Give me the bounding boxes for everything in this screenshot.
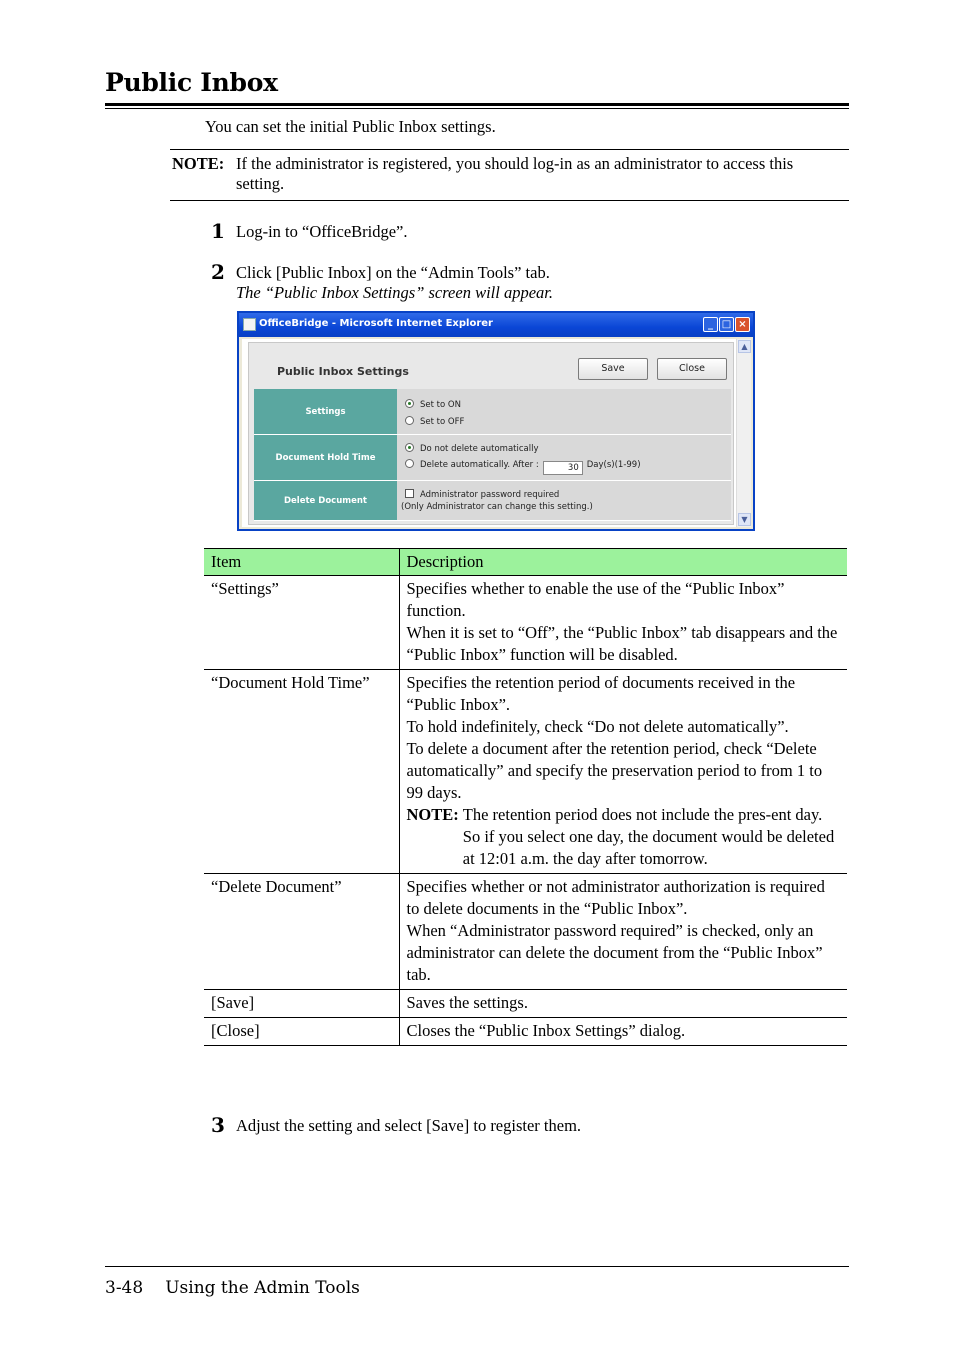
close-button[interactable]: Close [657,358,727,380]
note-divider-bottom [170,200,849,201]
window-content [242,339,736,527]
description-line: When it is set to “Off”, the “Public Inbox” tab disappears and the “Public Inbox” function will be disabled. [406,623,838,664]
maximize-icon[interactable]: □ [719,317,734,332]
checkbox-label: Administrator password required [420,490,560,500]
scroll-down-icon[interactable]: ▼ [738,513,751,526]
step-number: 2 [211,260,225,284]
note-label: NOTE: [172,154,225,173]
page-number: 3-48 [105,1278,144,1298]
delete-document-row [254,481,731,521]
table-header-row [204,549,847,576]
save-button[interactable]: Save [578,358,648,380]
panel-title: Public Inbox Settings [277,365,409,378]
intro-text: You can set the initial Public Inbox settings. [205,117,496,136]
description-cell [399,670,847,874]
option-label: Set to ON [420,400,461,410]
days-input[interactable]: 30 [543,461,583,475]
table-row [204,576,847,670]
note-divider-top [170,149,849,150]
note-text: If the administrator is registered, you should log-in as an administrator to access this setting. [236,154,794,193]
option-label: Set to OFF [420,417,465,427]
table-row [204,1018,847,1046]
description-line: To hold indefinitely, check “Do not delete automatically”. [406,717,789,736]
settings-panel [248,342,734,525]
radio-set-on[interactable] [405,399,461,410]
delete-document-label: Delete Document [254,481,397,520]
step-instruction: Click [Public Inbox] on the “Admin Tools” tab. [236,263,550,282]
settings-row [254,389,731,435]
item-cell: “Delete Document” [204,874,399,990]
table-row [204,874,847,990]
delete-document-value [397,481,731,520]
step-result: The “Public Inbox Settings” screen will appear. [236,283,553,302]
description-cell [399,990,847,1018]
description-line: To delete a document after the retention period, check “Delete automatically” and specify the preservation period to from 1 to 99 days. [406,739,823,802]
step-number: 1 [211,219,225,243]
description-line: When “Administrator password required” is checked, only an administrator can delete the document from the “Public Inbox” tab. [406,921,823,984]
description-line: Specifies the retention period of documents received in the “Public Inbox”. [406,673,796,714]
table-note [407,804,841,870]
item-cell: [Close] [204,1018,399,1046]
description-cell [399,576,847,670]
item-cell: [Save] [204,990,399,1018]
description-line: Specifies whether to enable the use of the “Public Inbox” function. [406,579,785,620]
scrollbar[interactable] [736,339,751,527]
browser-icon [243,318,256,331]
step-number: 3 [211,1113,225,1137]
scroll-up-icon[interactable]: ▲ [738,340,751,353]
radio-icon [405,459,414,468]
admin-note: (Only Administrator can change this setting.) [401,502,593,512]
hold-time-row [254,435,731,481]
description-cell [399,1018,847,1046]
option-label: Do not delete automatically [420,444,539,454]
description-line: Saves the settings. [406,993,528,1012]
days-suffix: Day(s)(1-99) [586,460,641,470]
hold-time-value [397,435,731,480]
table-row [204,670,847,874]
browser-window-screenshot [237,311,755,531]
step-text [236,263,553,303]
hold-time-label: Document Hold Time [254,435,397,480]
footer [105,1278,360,1298]
step-text: Log-in to “OfficeBridge”. [236,222,408,241]
table-row [204,990,847,1018]
checkbox-icon [405,489,414,498]
admin-password-checkbox[interactable] [405,489,559,500]
table-note-text: The retention period does not include the pres-ent day. So if you select one day, the document would be deleted at 12:01 a.m. the day after tomorrow. [462,805,835,868]
column-header: Description [399,549,847,576]
radio-delete-automatically[interactable] [405,459,641,475]
minimize-icon[interactable]: _ [703,317,718,332]
description-line: Specifies whether or not administrator authorization is required to delete documents in the “Public Inbox”. [406,877,825,918]
page-title: Public Inbox [105,68,278,97]
option-label: Delete automatically. After : [420,460,539,470]
item-cell: “Settings” [204,576,399,670]
title-rule-thin [105,108,849,109]
column-header: Item [204,549,399,576]
settings-label: Settings [254,389,397,434]
radio-selected-icon [405,443,414,452]
settings-value [397,389,731,434]
table-note-label: NOTE: [406,805,459,824]
close-icon[interactable]: × [735,317,750,332]
window-titlebar [239,313,753,337]
description-cell [399,874,847,990]
radio-do-not-delete[interactable] [405,443,539,454]
window-title: OfficeBridge - Microsoft Internet Explorer [259,318,493,329]
description-line: Closes the “Public Inbox Settings” dialog. [406,1021,686,1040]
radio-icon [405,416,414,425]
title-rule [105,103,849,106]
description-table [204,548,847,1046]
footer-rule [105,1266,849,1267]
radio-selected-icon [405,399,414,408]
radio-set-off[interactable] [405,416,464,427]
step-text: Adjust the setting and select [Save] to register them. [236,1116,582,1135]
item-cell: “Document Hold Time” [204,670,399,874]
section-name: Using the Admin Tools [165,1278,360,1298]
